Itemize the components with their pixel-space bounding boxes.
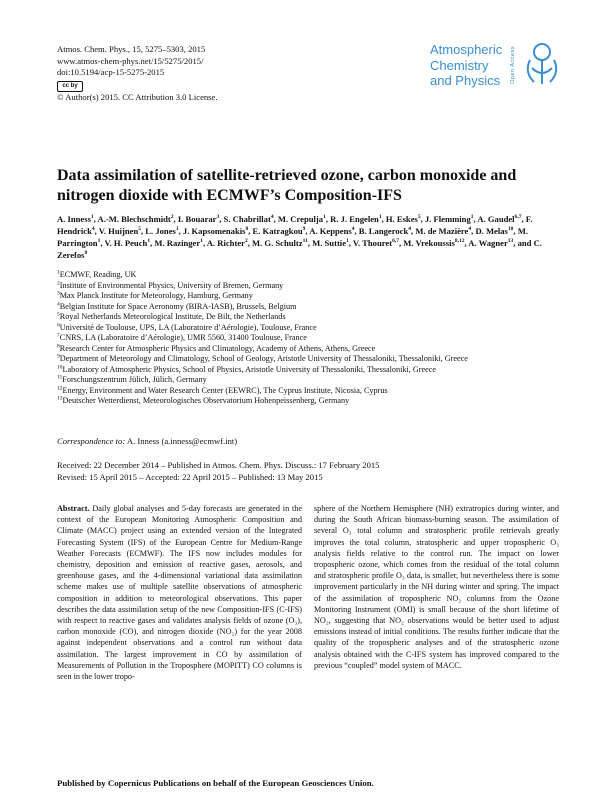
paper-title: Data assimilation of satellite-retrieved ozone, carbon monoxide and nitrogen dioxide with ECMWF’s Composition-IFS xyxy=(57,167,517,204)
author-affiliation-mark: 5 xyxy=(138,226,141,233)
abstract-text-2: sphere of the Northern Hemisphere (NH) extratropics during winter, and during the South African biomass-burning season. The assimilation of several O₃ total column and stratospheric profile retrievals greatly improves the total column, stratospheric and upper tropospheric O₃ analysis fields relative to the control run. The impact on lower tropospheric ozone, which comes from the residual of the total column and stratospheric profile O₃ data, is smaller, but nevertheless there is some improvement particularly in the NH during winter and spring. The impact of the assimilation of tropospheric NO₂ columns from the Ozone Monitoring Instrument (OMI) is small because of the short lifetime of NO₂, suggesting that NO₂ observations would be better used to adjust emissions instead of initial conditions. The results further indicate that the quality of the tropospheric analyses and of the stratospheric ozone analysis obtained with the C-IFS system has improved compared to the previous “coupled” model system of MACC. xyxy=(314,504,559,670)
publication-dates xyxy=(57,460,379,483)
author-affiliation-mark: 1 xyxy=(470,214,474,221)
author-name: A. Inness xyxy=(57,214,91,224)
affiliation-item xyxy=(57,333,577,344)
article-header xyxy=(57,44,218,103)
author-name: M. de Mazière xyxy=(415,226,469,236)
affiliation-text: Department of Meteorology and Climatology, School of Geology, Aristotle University of Thessaloniki, Thessaloniki, Greece xyxy=(59,354,468,363)
affiliation-text: Université de Toulouse, UPS, LA (Laboratoire d’Aérologie), Toulouse, France xyxy=(59,322,317,332)
abstract-column-2 xyxy=(314,503,559,671)
cc-badge xyxy=(57,79,218,92)
affiliation-number: 4 xyxy=(57,300,60,307)
affiliation-item xyxy=(57,270,577,281)
author-name: A. Keppens xyxy=(309,226,352,236)
affiliation-text: Laboratory of Atmospheric Physics, School of Physics, Aristotle University of Thessaloniki, Thessaloniki, Greece xyxy=(62,364,437,374)
affiliation-number: 13 xyxy=(57,395,63,402)
affiliation-text: Royal Netherlands Meteorological Institute, De Bilt, the Netherlands xyxy=(59,312,286,321)
open-access-label: Open Access xyxy=(510,46,516,84)
affiliation-text: CNRS, LA (Laboratoire d’Aérologie), UMR 5560, 31400 Toulouse, France xyxy=(59,333,307,342)
author-name: E. Katragkou xyxy=(252,226,303,236)
author-affiliation-mark: 1 xyxy=(97,238,101,245)
author-affiliation-mark: 13 xyxy=(507,238,514,245)
affiliation-text: Institute of Environmental Physics, University of Bremen, Germany xyxy=(59,280,284,290)
author-affiliation-mark: 8 xyxy=(84,250,88,257)
author-name: J. Flemming xyxy=(424,214,471,224)
author-affiliation-mark: 9 xyxy=(302,226,306,233)
author-affiliation-mark: 4 xyxy=(468,226,472,233)
affiliation-number: 11 xyxy=(57,374,63,381)
author-name: J. Kapsomenakis xyxy=(182,226,246,236)
affiliation-number: 1 xyxy=(57,269,60,276)
affiliation-item xyxy=(57,302,577,313)
abstract-column-1 xyxy=(57,503,302,682)
affiliation-item xyxy=(57,375,577,386)
affiliation-number: 6 xyxy=(57,321,60,328)
author-name: A. Gaudel xyxy=(477,214,515,224)
affiliation-number: 9 xyxy=(57,353,60,360)
affiliation-number: 2 xyxy=(57,279,60,286)
author-affiliation-mark: 5 xyxy=(417,214,421,221)
correspondence-label: Correspondence to: xyxy=(57,436,126,446)
affiliation-text: Max Planck Institute for Meteorology, Hamburg, Germany xyxy=(59,291,253,300)
citation: Atmos. Chem. Phys., 15, 5275–5303, 2015 xyxy=(57,44,206,54)
author-name: D. Melas xyxy=(475,226,508,236)
author-affiliation-mark: 2 xyxy=(244,238,248,245)
affiliation-item xyxy=(57,291,577,302)
egu-logo-icon xyxy=(520,38,564,88)
correspondence-text[interactable]: A. Inness (a.inness@ecmwf.int) xyxy=(126,436,238,446)
author-name: I. Bouarar xyxy=(177,214,217,224)
publisher-footer: Published by Copernicus Publications on behalf of the European Geosciences Union. xyxy=(57,778,374,788)
author-affiliation-mark: 4 xyxy=(91,226,95,233)
author-name: M. G. Schultz xyxy=(252,238,303,248)
affiliation-item xyxy=(57,281,577,292)
author-name: C. Zerefos xyxy=(57,238,542,260)
author-name: R. J. Engelen xyxy=(330,214,379,224)
author-affiliation-mark: 4 xyxy=(351,226,355,233)
revised-line: Revised: 15 April 2015 – Accepted: 22 April 2015 – Published: 13 May 2015 xyxy=(57,471,323,482)
author-name: H. Eskes xyxy=(385,214,418,224)
author-affiliation-mark: 6,7 xyxy=(392,238,399,245)
affiliation-number: 5 xyxy=(57,311,60,318)
received-line: Received: 22 December 2014 – Published in Atmos. Chem. Phys. Discuss.: 17 February 2015 xyxy=(57,460,380,470)
author-affiliation-mark: 1 xyxy=(323,214,326,221)
affiliation-item xyxy=(57,386,577,397)
journal-name-line2: Chemistry xyxy=(430,57,489,73)
license-text: © Author(s) 2015. CC Attribution 3.0 License. xyxy=(57,91,218,102)
author-name: M. Suttie xyxy=(312,238,347,248)
author-affiliation-mark: 4 xyxy=(270,214,274,221)
author-name: L. Jones xyxy=(145,226,176,236)
author-name: A.-M. Blechschmidt xyxy=(97,214,171,224)
affiliation-text: ECMWF, Reading, UK xyxy=(59,270,137,279)
journal-name-line1: Atmospheric xyxy=(430,42,503,57)
affiliation-text: Belgian Institute for Space Aeronomy (BIRA-IASB), Brussels, Belgium xyxy=(59,301,297,311)
author-affiliation-mark: 1 xyxy=(147,238,151,245)
author-name: M. Parrington xyxy=(57,226,528,248)
affiliation-text: Research Center for Atmospheric Physics and Climatology, Academy of Athens, Athens, Greece xyxy=(59,343,376,353)
affiliation-number: 12 xyxy=(57,384,63,391)
author-affiliation-mark: 1 xyxy=(378,214,382,221)
author-name: M. Razinger xyxy=(154,238,201,248)
author-name: M. Crepulja xyxy=(277,214,324,224)
affiliation-item xyxy=(57,354,577,365)
author-name: A. Wagner xyxy=(468,238,508,248)
affiliation-item xyxy=(57,323,577,334)
author-affiliation-mark: 2 xyxy=(170,214,174,221)
author-name: V. H. Peuch xyxy=(104,238,148,248)
author-affiliation-mark: 11 xyxy=(302,238,308,245)
author-name: B. Langerock xyxy=(358,226,409,236)
author-affiliation-mark: 1 xyxy=(346,238,349,245)
affiliation-text: Deutscher Wetterdienst, Meteorologisches Observatorium Hohenpeissenberg, Germany xyxy=(62,396,350,405)
affiliation-number: 7 xyxy=(57,332,60,339)
abstract-text-1: Daily global analyses and 5-day forecasts are generated in the context of the European Monitoring Atmospheric Composition and Climate (MACC) project using an extended version of the Integrated Forecasting System (IFS) of the European Centre for Medium-Range Weather Forecasts (ECMWF). The IFS now includes modules for chemistry, deposition and emission of reactive gases, aerosols, and greenhouse gases, and the 4-dimensional variational data assimilation scheme makes use of multiple satellite observations of atmospheric composition in addition to meteorological observations. This paper describes the data assimilation setup of the new Composition-IFS (C-IFS) with respect to reactive gases and validates analysis fields of ozone (O₃), carbon monoxide (CO), and nitrogen dioxide (NO₂) for the year 2008 against independent observations and a control run without data assimilation. The largest improvement in CO by assimilation of Measurements of Pollution in the Troposphere (MOPITT) CO columns is seen in the lower tropo- xyxy=(57,504,303,682)
author-affiliation-mark: 4 xyxy=(408,226,412,233)
author-name: A. Richter xyxy=(206,238,245,248)
article-url[interactable]: www.atmos-chem-phys.net/15/5275/2015/ xyxy=(57,55,204,66)
affiliation-item xyxy=(57,365,577,376)
affiliation-item xyxy=(57,312,577,323)
affiliation-number: 3 xyxy=(57,290,60,297)
journal-name-line3: and Physics xyxy=(430,73,501,88)
author-name: F. Hendrick xyxy=(57,214,533,236)
author-name: V. Thouret xyxy=(352,238,393,248)
author-affiliation-mark: 3 xyxy=(216,214,220,221)
author-name: M. Vrekoussis xyxy=(403,238,455,248)
author-affiliation-mark: 1 xyxy=(90,214,94,221)
doi[interactable]: doi:10.5194/acp-15-5275-2015 xyxy=(57,67,165,78)
affiliation-text: Forschungszentrum Jülich, Jülich, Germany xyxy=(62,375,207,384)
affiliation-item xyxy=(57,344,577,355)
author-affiliation-mark: 6,7 xyxy=(514,214,522,221)
affiliation-item xyxy=(57,396,577,407)
correspondence xyxy=(57,436,237,446)
author-affiliation-mark: 10 xyxy=(507,226,514,233)
author-list: A. Inness$^1$, A.-M. Blechschmidt$^2$, I. Bouarar$^3$, S. Chabrillat$^4$, M. Crepulja$^1$, R. J. Engelen$^1$, H. Eskes$^5$, J. Flemming$^1$, A. Gaudel$^{6,7}$, F. Hendrick$^4$, V. Huijnen$^5$, L. Jones$^1$, J. Kapsomenakis$^8$, E. Katragkou$^9$, A. Keppens$^4$, B. Langerock$^4$, M. de Mazière$^4$, D. Melas$^{10}$, M. Parrington$^1$, V. H. Peuch$^1$, M. Razinger$^1$, A. Richter$^2$, M. G. Schultz$^{11}$, M. Suttie$^1$, V. Thouret$^{6,7}$, M. Vrekoussis$^{8,12}$, A. Wagner$^{13}$, and C. Zerefos$^8$ xyxy=(57,214,542,260)
author-name: V. Huijnen xyxy=(98,226,139,236)
affiliation-number: 8 xyxy=(57,342,60,349)
author-affiliation-mark: 1 xyxy=(175,226,179,233)
author-affiliation-mark: 8,12 xyxy=(454,238,465,245)
affiliation-text: Energy, Environment and Water Research Center (EEWRC), The Cyprus Institute, Nicosia, Cyprus xyxy=(62,385,388,395)
abstract-label: Abstract. xyxy=(57,504,90,513)
affiliation-list xyxy=(57,270,577,407)
cc-license-icon: cc by xyxy=(57,81,83,92)
journal-logo xyxy=(430,42,502,89)
author-affiliation-mark: 8 xyxy=(245,226,249,233)
author-affiliation-mark: 1 xyxy=(200,238,203,245)
affiliation-number: 10 xyxy=(57,363,63,370)
author-name: S. Chabrillat xyxy=(223,214,271,224)
